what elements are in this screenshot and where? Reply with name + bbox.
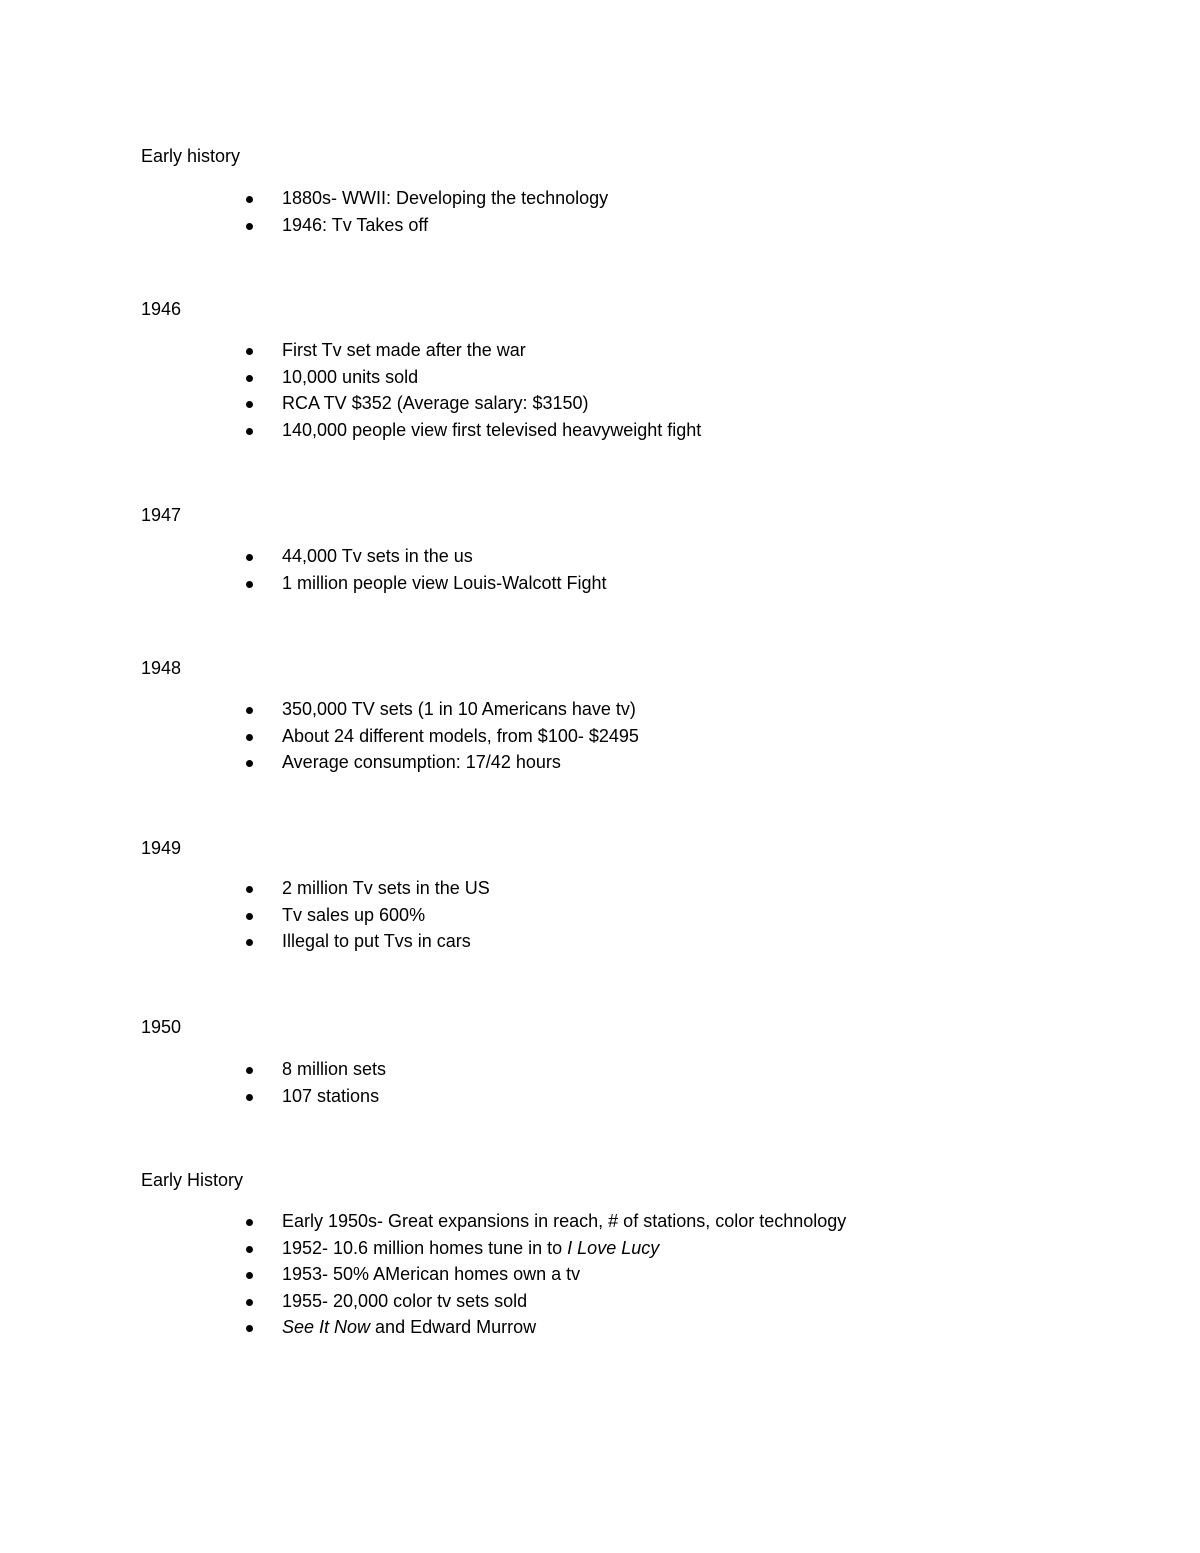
bullet-icon <box>246 428 253 435</box>
bullet-icon <box>246 1272 253 1279</box>
bullet-icon <box>246 223 253 230</box>
list-item-text: 1880s- WWII: Developing the technology <box>282 188 609 208</box>
section-heading: Early History <box>141 1170 244 1190</box>
bullet-icon <box>246 1325 253 1332</box>
section-heading: 1949 <box>141 838 182 858</box>
bullet-icon <box>246 886 253 893</box>
list-item-text: 350,000 TV sets (1 in 10 Americans have tv) <box>282 699 636 719</box>
list-item-text: 140,000 people view first televised heavyweight fight <box>282 419 702 440</box>
bullet-icon <box>246 1219 253 1226</box>
section-heading: 1948 <box>141 658 182 678</box>
list-item-text: 44,000 Tv sets in the us <box>282 546 473 566</box>
list-item-text: Tv sales up 600% <box>282 904 426 925</box>
show-title: I Love Lucy <box>567 1237 660 1258</box>
list-item-text: Early 1950s- Great expansions in reach, # of stations, color technology <box>282 1211 847 1231</box>
list-item-text: 1955- 20,000 color tv sets sold <box>282 1290 528 1311</box>
list-item-text: 1953- 50% AMerican homes own a tv <box>282 1264 581 1285</box>
bullet-icon <box>246 939 253 946</box>
list-item-text: 10,000 units sold <box>282 366 419 387</box>
bullet-icon <box>246 581 253 588</box>
list-item-text: About 24 different models, from $100- $2495 <box>282 725 639 746</box>
bullet-icon <box>246 196 253 203</box>
bullet-icon <box>246 734 253 741</box>
bullet-icon <box>246 375 253 382</box>
list-item-text <box>282 1237 659 1259</box>
section-heading: Early history <box>141 146 241 166</box>
list-item-text: First Tv set made after the war <box>282 340 526 360</box>
show-title: See It Now <box>282 1317 371 1338</box>
bullet-icon <box>246 1067 253 1074</box>
list-item-text: 107 stations <box>282 1085 380 1106</box>
list-item-text: 2 million Tv sets in the US <box>282 878 490 898</box>
list-item-text-part: and Edward Murrow <box>370 1317 537 1338</box>
list-item-text: 8 million sets <box>282 1059 387 1079</box>
list-item-text-part: 1952- 10.6 million homes tune in to <box>282 1237 568 1258</box>
list-item-text <box>282 1316 536 1338</box>
section-heading: 1947 <box>141 505 182 525</box>
list-item-text: Illegal to put Tvs in cars <box>282 931 471 952</box>
bullet-icon <box>246 348 253 355</box>
list-item-text: RCA TV $352 (Average salary: $3150) <box>282 393 589 414</box>
bullet-icon <box>246 401 253 408</box>
bullet-icon <box>246 1246 253 1253</box>
bullet-icon <box>246 1299 253 1306</box>
list-item-text: 1946: Tv Takes off <box>282 214 429 235</box>
list-item-text: Average consumption: 17/42 hours <box>282 752 561 773</box>
section-heading: 1946 <box>141 299 182 319</box>
bullet-icon <box>246 707 253 714</box>
bullet-icon <box>246 913 253 920</box>
list-item-text: 1 million people view Louis-Walcott Fight <box>282 572 607 593</box>
bullet-icon <box>246 760 253 767</box>
bullet-icon <box>246 1094 253 1101</box>
bullet-icon <box>246 554 253 561</box>
section-heading: 1950 <box>141 1017 182 1037</box>
